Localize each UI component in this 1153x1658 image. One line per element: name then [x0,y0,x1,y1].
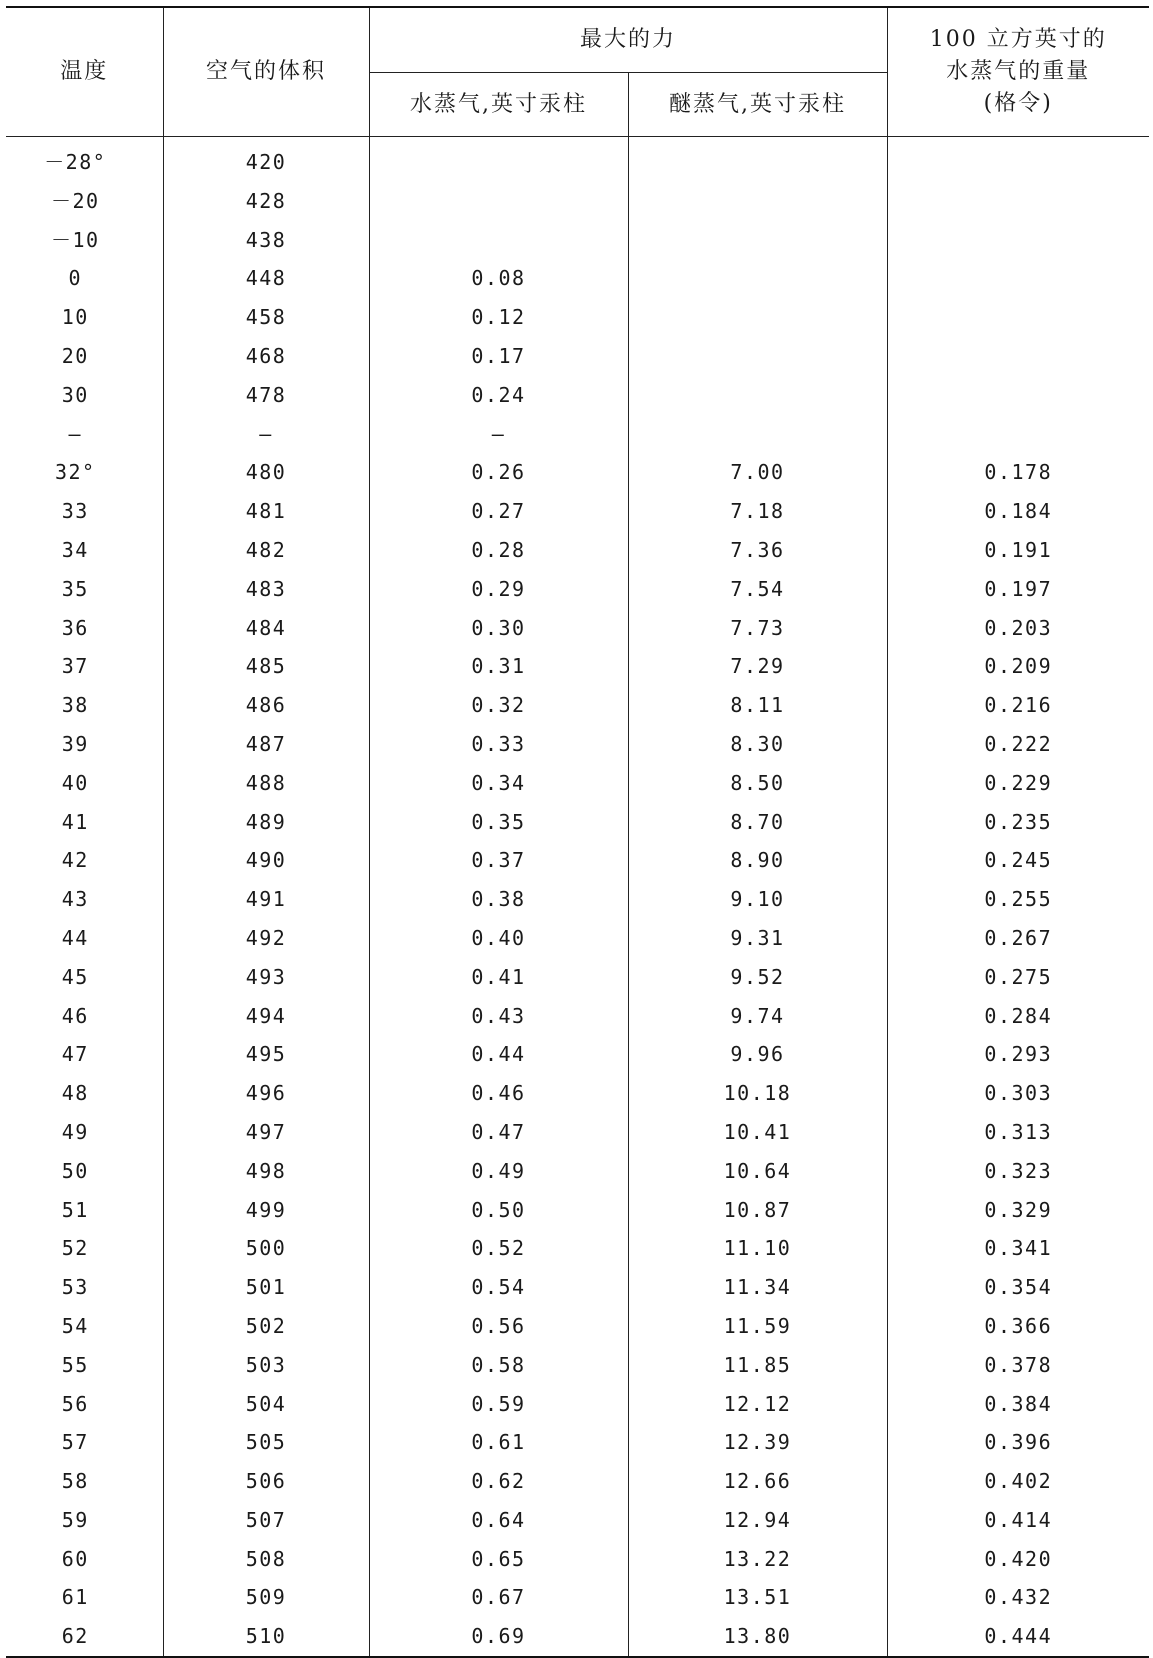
water-vapor-cell: 0.43 [369,997,628,1036]
document-page [6,6,1149,1658]
water-vapor-cell [369,182,628,221]
water-vapor-cell: 0.08 [369,259,628,298]
ether-vapor-cell [628,337,887,376]
water-vapor-cell: 0.12 [369,298,628,337]
table-row [6,1617,1149,1657]
air-volume-cell: 494 [163,997,369,1036]
temperature-cell: 41 [6,803,163,842]
vapor-weight-cell: 0.216 [984,693,1053,718]
ether-vapor-cell: 12.94 [628,1501,887,1540]
water-vapor-cell [369,137,628,182]
temperature-cell: 39 [6,725,163,764]
vapor-weight-cell [887,221,1149,260]
ether-vapor-cell: 12.39 [628,1423,887,1462]
air-volume-cell: 482 [163,531,369,570]
vapor-weight-cell: 0.432 [984,1585,1053,1610]
air-volume-cell: 480 [163,453,369,492]
temperature-cell: 59 [6,1501,163,1540]
ether-vapor-cell: 7.18 [628,492,887,531]
ether-vapor-cell: 8.90 [628,841,887,880]
water-vapor-cell: 0.38 [369,880,628,919]
air-volume-cell: — [163,415,369,454]
vapor-weight-cell [887,137,1149,182]
air-volume-cell: 458 [163,298,369,337]
vapor-weight-cell: 0.366 [984,1313,1053,1338]
air-volume-cell: 501 [163,1268,369,1307]
temperature-cell: 47 [6,1035,163,1074]
table-body [6,137,1149,1658]
ether-vapor-cell: 8.50 [628,764,887,803]
temperature-cell: 61 [6,1578,163,1617]
water-vapor-cell [369,221,628,260]
vapor-weight-cell: 0.414 [984,1507,1053,1532]
ether-vapor-cell: 7.29 [628,647,887,686]
vapor-weight-cell [887,182,1149,221]
vapor-weight-cell: 0.235 [984,809,1053,834]
water-vapor-cell: 0.52 [369,1229,628,1268]
water-vapor-cell: 0.24 [369,376,628,415]
table-row [6,686,1149,725]
water-vapor-cell: 0.65 [369,1540,628,1579]
table-row [6,958,1149,997]
temperature-cell: 36 [6,609,163,648]
temperature-cell: 58 [6,1462,163,1501]
ether-vapor-cell: 10.18 [628,1074,887,1113]
table-row [6,221,1149,260]
table-row [6,1229,1149,1268]
vapor-weight-cell: 0.354 [984,1275,1053,1300]
vapor-weight-cell: 0.184 [984,499,1053,524]
air-volume-cell: 509 [163,1578,369,1617]
temperature-cell: －20 [6,182,163,221]
air-volume-cell: 497 [163,1113,369,1152]
vapor-weight-cell: 0.313 [984,1119,1053,1144]
table-row [6,919,1149,958]
table-row [6,1307,1149,1346]
water-vapor-cell: 0.44 [369,1035,628,1074]
header-temperature: 温度 [6,7,163,137]
water-vapor-cell: 0.41 [369,958,628,997]
air-volume-cell: 505 [163,1423,369,1462]
ether-vapor-cell: 10.87 [628,1191,887,1230]
ether-vapor-cell: 8.70 [628,803,887,842]
temperature-cell: －10 [6,221,163,260]
vapor-weight-cell: 0.329 [984,1197,1053,1222]
vapor-weight-cell [887,415,1149,454]
temperature-cell: 45 [6,958,163,997]
table-row [6,1268,1149,1307]
vapor-weight-cell: 0.384 [984,1391,1053,1416]
water-vapor-cell: 0.17 [369,337,628,376]
vapor-weight-cell: 0.303 [984,1081,1053,1106]
table-row [6,647,1149,686]
table-row [6,1191,1149,1230]
water-vapor-cell: 0.59 [369,1385,628,1424]
table-row [6,492,1149,531]
water-vapor-cell: 0.31 [369,647,628,686]
air-volume-cell: 496 [163,1074,369,1113]
air-volume-cell: 468 [163,337,369,376]
table-row [6,803,1149,842]
ether-vapor-cell: 9.10 [628,880,887,919]
air-volume-cell: 508 [163,1540,369,1579]
air-volume-cell: 495 [163,1035,369,1074]
water-vapor-cell: 0.47 [369,1113,628,1152]
vapor-weight-cell: 0.275 [984,964,1053,989]
ether-vapor-cell: 12.12 [628,1385,887,1424]
ether-vapor-cell: 9.31 [628,919,887,958]
vapor-weight-cell [887,337,1149,376]
table-row [6,880,1149,919]
temperature-cell: 52 [6,1229,163,1268]
ether-vapor-cell: 12.66 [628,1462,887,1501]
ether-vapor-cell [628,415,887,454]
temperature-cell: 42 [6,841,163,880]
header-weight-line3: (格令) [983,91,1053,116]
vapor-weight-cell: 0.255 [984,887,1053,912]
ether-vapor-cell: 9.96 [628,1035,887,1074]
ether-vapor-cell: 11.59 [628,1307,887,1346]
vapor-weight-cell: 0.396 [984,1430,1053,1455]
temperature-cell: 40 [6,764,163,803]
table-row [6,1423,1149,1462]
temperature-cell: 62 [6,1617,163,1657]
table-row [6,298,1149,337]
table-row [6,997,1149,1036]
air-volume-cell: 506 [163,1462,369,1501]
air-volume-cell: 504 [163,1385,369,1424]
temperature-cell: －28° [6,137,163,182]
vapor-weight-cell: 0.293 [984,1042,1053,1067]
ether-vapor-cell [628,221,887,260]
ether-vapor-cell [628,182,887,221]
air-volume-cell: 499 [163,1191,369,1230]
header-weight-line2: 水蒸气的重量 [946,59,1091,84]
water-vapor-cell: 0.29 [369,570,628,609]
temperature-cell: 10 [6,298,163,337]
air-volume-cell: 491 [163,880,369,919]
table-row [6,1074,1149,1113]
temperature-cell: — [6,415,163,454]
temperature-cell: 32° [6,453,163,492]
ether-vapor-cell: 8.30 [628,725,887,764]
vapor-weight-cell: 0.378 [984,1352,1053,1377]
ether-vapor-cell: 10.41 [628,1113,887,1152]
table-row [6,1578,1149,1617]
table-row [6,841,1149,880]
water-vapor-cell: 0.37 [369,841,628,880]
air-volume-cell: 498 [163,1152,369,1191]
air-volume-cell: 500 [163,1229,369,1268]
header-ether-vapor: 醚蒸气,英寸汞柱 [628,73,887,137]
temperature-cell: 0 [6,259,163,298]
temperature-cell: 49 [6,1113,163,1152]
temperature-cell: 51 [6,1191,163,1230]
ether-vapor-cell: 7.00 [628,453,887,492]
ether-vapor-cell: 9.52 [628,958,887,997]
water-vapor-cell: 0.54 [369,1268,628,1307]
vapor-weight-cell: 0.197 [984,576,1053,601]
ether-vapor-cell: 10.64 [628,1152,887,1191]
air-volume-cell: 428 [163,182,369,221]
table-row [6,570,1149,609]
temperature-cell: 33 [6,492,163,531]
vapor-weight-cell [887,298,1149,337]
vapor-weight-cell: 0.444 [887,1617,1149,1657]
ether-vapor-cell: 8.11 [628,686,887,725]
vapor-weight-cell [887,259,1149,298]
air-volume-cell: 492 [163,919,369,958]
header-max-force: 最大的力 [369,7,887,73]
air-volume-cell: 487 [163,725,369,764]
table-row [6,1385,1149,1424]
air-volume-cell: 486 [163,686,369,725]
temperature-cell: 60 [6,1540,163,1579]
temperature-cell: 55 [6,1346,163,1385]
water-vapor-cell: 0.58 [369,1346,628,1385]
water-vapor-cell: 0.61 [369,1423,628,1462]
table-row [6,531,1149,570]
temperature-cell: 50 [6,1152,163,1191]
table-row [6,453,1149,492]
air-volume-cell: 489 [163,803,369,842]
vapor-weight-cell: 0.229 [984,770,1053,795]
header-weight-line1: 100 立方英寸的 [929,27,1107,52]
ether-vapor-cell [628,298,887,337]
air-volume-cell: 502 [163,1307,369,1346]
air-volume-cell: 493 [163,958,369,997]
temperature-cell: 20 [6,337,163,376]
water-vapor-cell: — [369,415,628,454]
table-row [6,725,1149,764]
air-volume-cell: 484 [163,609,369,648]
temperature-cell: 48 [6,1074,163,1113]
water-vapor-cell: 0.27 [369,492,628,531]
table-header [6,7,1149,137]
vapor-weight-cell: 0.178 [984,460,1053,485]
ether-vapor-cell: 7.36 [628,531,887,570]
ether-vapor-cell [628,137,887,182]
air-volume-cell: 490 [163,841,369,880]
temperature-cell: 44 [6,919,163,958]
water-vapor-cell: 0.28 [369,531,628,570]
vapor-weight-cell: 0.323 [984,1158,1053,1183]
temperature-cell: 30 [6,376,163,415]
ether-vapor-cell: 11.85 [628,1346,887,1385]
table-row [6,1346,1149,1385]
header-air-volume: 空气的体积 [163,7,369,137]
vapor-weight-cell: 0.284 [984,1003,1053,1028]
ether-vapor-cell: 13.80 [628,1617,887,1657]
vapor-weight-cell: 0.420 [984,1546,1053,1571]
ether-vapor-cell: 7.54 [628,570,887,609]
table-row [6,137,1149,182]
temperature-cell: 34 [6,531,163,570]
vapor-weight-cell: 0.191 [984,537,1053,562]
vapor-weight-cell: 0.402 [984,1469,1053,1494]
air-volume-cell: 483 [163,570,369,609]
ether-vapor-cell [628,259,887,298]
water-vapor-cell: 0.67 [369,1578,628,1617]
ether-vapor-cell: 13.22 [628,1540,887,1579]
table-row [6,376,1149,415]
ether-vapor-cell: 11.34 [628,1268,887,1307]
vapor-weight-cell: 0.222 [984,731,1053,756]
ether-vapor-cell [628,376,887,415]
ether-vapor-cell: 9.74 [628,997,887,1036]
air-volume-cell: 503 [163,1346,369,1385]
water-vapor-cell: 0.32 [369,686,628,725]
air-volume-cell: 438 [163,221,369,260]
air-volume-cell: 478 [163,376,369,415]
air-volume-cell: 488 [163,764,369,803]
water-vapor-cell: 0.33 [369,725,628,764]
table-row [6,1540,1149,1579]
table-row [6,337,1149,376]
table-row [6,1113,1149,1152]
table-row [6,1035,1149,1074]
air-volume-cell: 485 [163,647,369,686]
temperature-cell: 43 [6,880,163,919]
temperature-cell: 38 [6,686,163,725]
header-water-vapor: 水蒸气,英寸汞柱 [369,73,628,137]
ether-vapor-cell: 7.73 [628,609,887,648]
vapor-weight-cell [887,376,1149,415]
table-row [6,764,1149,803]
table-row [6,609,1149,648]
table-row [6,182,1149,221]
vapor-weight-cell: 0.341 [984,1236,1053,1261]
water-vapor-cell: 0.34 [369,764,628,803]
temperature-cell: 53 [6,1268,163,1307]
table-row [6,259,1149,298]
table-row [6,1501,1149,1540]
air-volume-cell: 448 [163,259,369,298]
temperature-cell: 56 [6,1385,163,1424]
water-vapor-cell: 0.62 [369,1462,628,1501]
temperature-cell: 57 [6,1423,163,1462]
water-vapor-cell: 0.40 [369,919,628,958]
table-row [6,415,1149,454]
water-vapor-cell: 0.49 [369,1152,628,1191]
header-vapor-weight [887,7,1149,137]
water-vapor-cell: 0.69 [369,1617,628,1657]
temperature-cell: 46 [6,997,163,1036]
temperature-cell: 35 [6,570,163,609]
air-volume-cell: 420 [163,137,369,182]
temperature-cell: 54 [6,1307,163,1346]
water-vapor-cell: 0.64 [369,1501,628,1540]
air-volume-cell: 510 [163,1617,369,1657]
water-vapor-cell: 0.46 [369,1074,628,1113]
ether-vapor-cell: 11.10 [628,1229,887,1268]
water-vapor-cell: 0.56 [369,1307,628,1346]
table-row [6,1152,1149,1191]
table-row [6,1462,1149,1501]
air-volume-cell: 481 [163,492,369,531]
air-volume-cell: 507 [163,1501,369,1540]
temperature-cell: 37 [6,647,163,686]
water-vapor-cell: 0.50 [369,1191,628,1230]
ether-vapor-cell: 13.51 [628,1578,887,1617]
water-vapor-cell: 0.35 [369,803,628,842]
vapor-weight-cell: 0.267 [984,925,1053,950]
vapor-weight-cell: 0.245 [984,848,1053,873]
water-vapor-cell: 0.30 [369,609,628,648]
water-vapor-cell: 0.26 [369,453,628,492]
vapor-data-table [6,6,1149,1658]
vapor-weight-cell: 0.203 [984,615,1053,640]
vapor-weight-cell: 0.209 [984,654,1053,679]
